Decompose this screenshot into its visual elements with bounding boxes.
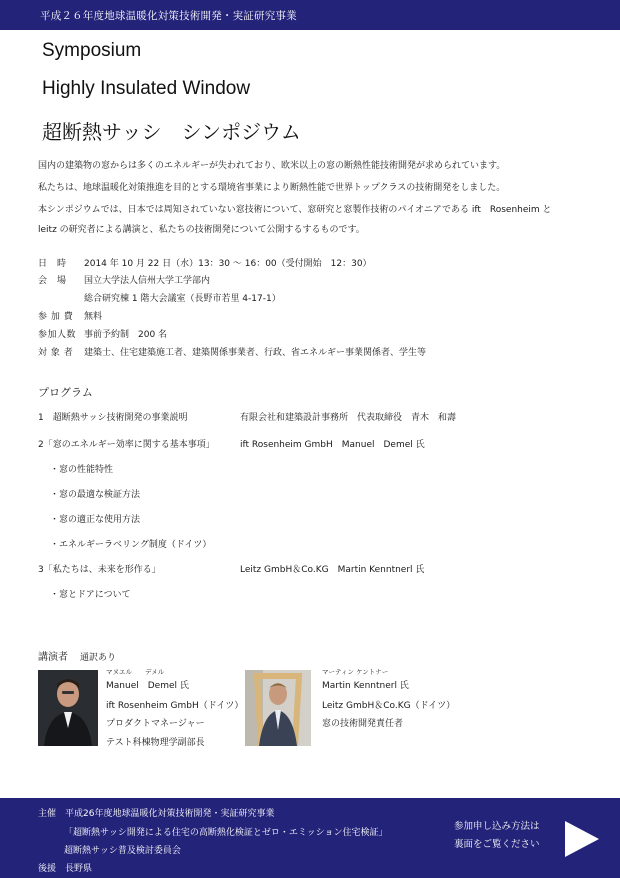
title-symposium: Symposium: [42, 40, 142, 61]
intro-line-2: 私たちは、地球温暖化対策推進を目的とする環境省事業により断熱性能で世界トップクラスの技術開発をしました。: [38, 183, 506, 193]
speaker-2-role-1: 窓の技術開発責任者: [322, 719, 404, 729]
target-value: 建築士、住宅建築施工者、建築関係事業者、行政、省エネルギー事業関係者、学生等: [84, 348, 427, 358]
footer-banner: [0, 798, 620, 878]
fee-label: 参 加 費: [38, 312, 74, 322]
speakers-title: 講演者: [38, 652, 68, 663]
venue-label: 会 場: [38, 276, 67, 286]
program-item-1: 1 超断熱サッシ技術開発の事業説明: [38, 413, 188, 423]
speaker-1-org: ift Rosenheim GmbH（ドイツ）: [106, 701, 244, 711]
speaker-1-ruby: マヌエル デメル: [106, 668, 165, 676]
speaker-1-photo: [38, 670, 98, 746]
support-row: [38, 861, 92, 874]
count-value: 事前予約制 200 名: [84, 330, 168, 340]
target-label: 対 象 者: [38, 348, 74, 358]
fee-row: [38, 309, 102, 322]
program-item-2-sub-2: ・窓の最適な検証方法: [50, 490, 141, 500]
cta-line-2: 裏面をご覧ください: [454, 839, 540, 850]
program-item-3-speaker: Leitz GmbH＆Co.KG Martin Kenntnerl 氏: [240, 565, 425, 575]
header-text: 平成２６年度地球温暖化対策技術開発・実証研究事業: [40, 10, 297, 22]
speaker-2-ruby: マーティン ケントナー: [322, 668, 389, 676]
fee-value: 無料: [84, 312, 103, 322]
date-row: [38, 256, 372, 269]
host-value: 平成26年度地球温暖化対策技術開発・実証研究事業: [65, 809, 275, 819]
intro-line-1: 国内の建築物の窓からは多くのエネルギーが失われており、欧米以上の窓の断熱性能技術開発が求められています。: [38, 161, 506, 171]
top-banner: [0, 0, 620, 30]
support-label: 後援: [38, 864, 57, 874]
interpretation-note: 通訳あり: [80, 653, 117, 663]
program-item-2-speaker: ift Rosenheim GmbH Manuel Demel 氏: [240, 440, 425, 450]
host-row: [38, 806, 275, 819]
program-item-2-sub-4: ・エネルギーラベリング制度（ドイツ）: [50, 540, 212, 550]
date-label: 日 時: [38, 259, 67, 269]
support-value: 長野県: [65, 864, 93, 874]
host-label: 主催: [38, 809, 57, 819]
committee-name: 超断熱サッシ普及検討委員会: [64, 846, 181, 856]
speakers-heading: [38, 648, 116, 663]
date-value: 2014 年 10 月 22 日（水）13：30 〜 16：00（受付開始 12：30）: [84, 259, 372, 269]
title-window: Highly Insulated Window: [42, 78, 251, 99]
venue-value-2: 総合研究棟 1 階大会議室（長野市若里 4-17-1）: [84, 294, 281, 304]
program-item-2: 2「窓のエネルギー効率に関する基本事項」: [38, 440, 215, 450]
cta-line-1: 参加申し込み方法は: [454, 821, 540, 832]
venue-row: [38, 273, 210, 286]
program-item-2-sub-3: ・窓の適正な使用方法: [50, 515, 141, 525]
speaker-2-org: Leitz GmbH＆Co.KG（ドイツ）: [322, 701, 456, 711]
speaker-1-role-2: テスト科棟物理学副部長: [106, 738, 205, 748]
program-item-3: 3「私たちは、未来を形作る」: [38, 565, 161, 575]
count-label: 参加人数: [38, 330, 77, 340]
speaker-1-name: Manuel Demel 氏: [106, 681, 189, 691]
intro-line-3: 本シンポジウムでは、日本では周知されていない窓技術について、窓研究と窓製作技術のパイオニアである ift Rosenheim と: [38, 205, 552, 215]
count-row: [38, 327, 167, 340]
play-arrow-icon[interactable]: [565, 821, 599, 857]
venue-value: 国立大学法人信州大学工学部内: [84, 276, 211, 286]
speaker-2-name: Martin Kenntnerl 氏: [322, 681, 409, 691]
speaker-1-role-1: プロダクトマネージャー: [106, 719, 205, 729]
project-title: 「超断熱サッシ開発による住宅の高断熱化検証とゼロ・エミッション住宅検証」: [64, 828, 388, 838]
target-row: [38, 345, 426, 358]
program-item-3-sub: ・窓とドアについて: [50, 590, 131, 600]
venue-row-2: [84, 291, 281, 304]
program-item-2-sub-1: ・窓の性能特性: [50, 465, 114, 475]
speaker-2-photo: [245, 670, 311, 746]
title-japanese: 超断熱サッシ シンポジウム: [42, 120, 301, 144]
program-heading: プログラム: [38, 386, 93, 399]
program-item-1-speaker: 有限会社和建築設計事務所 代表取締役 青木 和壽: [240, 413, 457, 423]
intro-line-4: leitz の研究者による講演と、私たちの技術開発について公開するするものです。: [38, 225, 365, 235]
